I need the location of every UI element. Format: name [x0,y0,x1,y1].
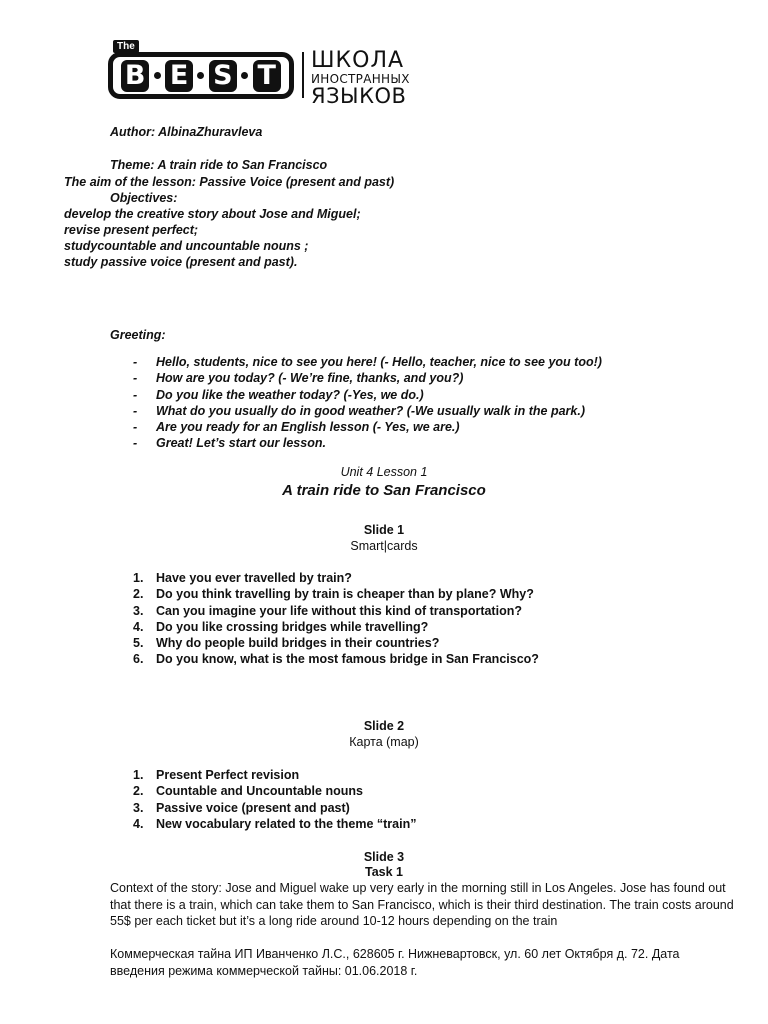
greeting-label: Greeting: [110,328,166,342]
objective-item: studycountable and uncountable nouns ; [64,239,309,253]
logo-letter-b: B [121,60,149,92]
story-context: Context of the story: Jose and Miguel wake up very early in the morning still in Los Angeles. Jose has found out that there is a train, which can take them to San Francisco, which is their third destination. The train costs around 55$ per each ticket but it’s a long ride around 10-12 hours depending on the train [110,881,734,928]
slide1-subtitle: Smart|cards [350,539,418,553]
aim-line: The aim of the lesson: Passive Voice (present and past) [64,175,395,189]
list-item: 3. Can you imagine your life without this kind of transportation? [133,603,522,618]
slide3-title: Slide 3 [363,850,405,864]
logo-letter-s: S [209,60,237,92]
logo-dot [154,72,161,79]
greeting-item: - How are you today? (- We’re fine, thanks, and you?) [133,371,464,386]
objective-item: revise present perfect; [64,223,199,237]
author-line: Author: AlbinaZhuravleva [110,125,263,139]
logo-school-line1: ШКОЛА [311,48,405,73]
slide1-title: Slide 1 [363,523,405,537]
lesson-title: A train ride to San Francisco [282,482,486,499]
logo-the-badge: The [113,40,139,53]
slide2-subtitle: Карта (map) [349,735,419,749]
list-item: 4. Do you like crossing bridges while travelling? [133,619,429,634]
list-item: 1. Have you ever travelled by train? [133,571,352,585]
unit-label: Unit 4 Lesson 1 [340,465,428,479]
list-item: 5. Why do people build bridges in their countries? [133,636,440,651]
logo-school-line3: ЯЗЫКОВ [311,84,407,108]
logo-divider [302,52,304,98]
theme-line: Theme: A train ride to San Francisco [110,158,328,172]
logo-best [108,52,294,99]
logo-school-line2: ИНОСТРАННЫХ [311,72,410,86]
list-item: 3. Passive voice (present and past) [133,800,350,815]
logo-letter-e: E [165,60,193,92]
slide1-list [133,570,539,668]
greeting-item: - Great! Let’s start our lesson. [133,436,326,451]
greeting-list [133,354,602,452]
greeting-item: - Hello, students, nice to see you here! (- Hello, teacher, nice to see you too!) [133,355,602,369]
confidentiality-footer: Коммерческая тайна ИП Иванченко Л.С., 628605 г. Нижневартовск, ул. 60 лет Октября д. 72. Дата введения режима коммерческой тайны: 01.06.2018 г. [110,947,680,978]
list-item: 1. Present Perfect revision [133,768,300,782]
logo-letter-t: T [253,60,281,92]
list-item: 4. New vocabulary related to the theme “train” [133,816,417,831]
logo-school-text [311,50,410,107]
greeting-item: - Do you like the weather today? (-Yes, we do.) [133,387,424,402]
logo-dot [197,72,204,79]
objectives-label: Objectives: [110,191,178,205]
objective-item: study passive voice (present and past). [64,255,298,269]
slide2-list [133,767,417,832]
greeting-item: - Are you ready for an English lesson (- Yes, we are.) [133,420,460,435]
objective-item: develop the creative story about Jose and Miguel; [64,207,361,221]
list-item: 2. Do you think travelling by train is cheaper than by plane? Why? [133,587,534,602]
logo-dot [241,72,248,79]
objectives-list [64,206,361,270]
greeting-item: - What do you usually do in good weather? (-We usually walk in the park.) [133,403,585,418]
slide2-title: Slide 2 [363,719,405,733]
list-item: 6. Do you know, what is the most famous bridge in San Francisco? [133,652,539,667]
slide3-task: Task 1 [365,865,403,879]
list-item: 2. Countable and Uncountable nouns [133,784,363,799]
